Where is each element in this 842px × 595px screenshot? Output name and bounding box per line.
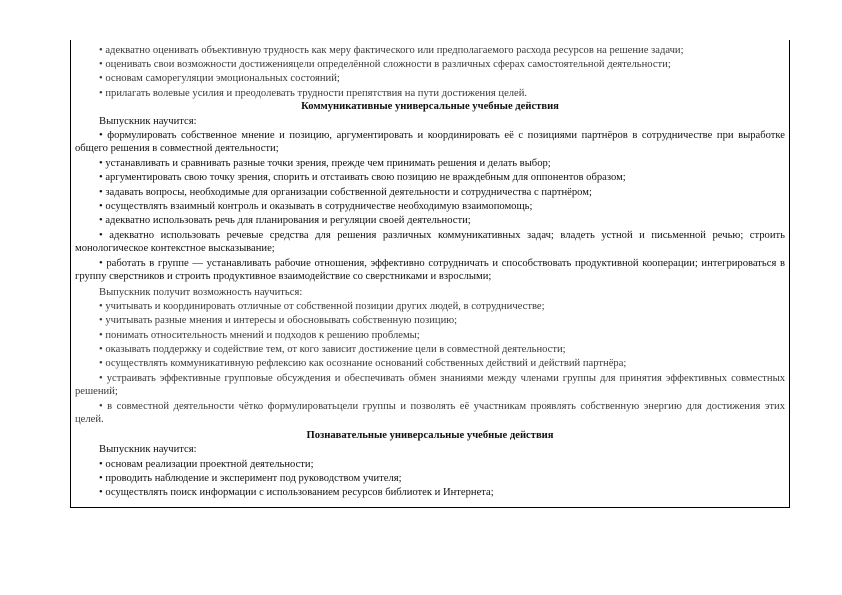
text-line: Выпускник получит возможность научиться: [99, 287, 303, 298]
text-paragraph: • адекватно использовать речевые средства для решения различных коммуникативных задач; владеть устной и письменной речью; строить монологическое контекстное высказывание; [75, 230, 785, 254]
text-line: Выпускник научится: [99, 444, 197, 455]
text-paragraph: • работать в группе — устанавливать рабочие отношения, эффективно сотрудничать и способствовать продуктивной кооперации; интегрироваться в группу сверстников и строить продуктивное взаимодействие со сверстниками и взрослыми; [75, 258, 785, 282]
text-line: • задавать вопросы, необходимые для организации собственной деятельности и сотрудничества с партнёром; [99, 187, 592, 198]
text-line: • адекватно оценивать объективную трудность как меру фактического или предполагаемого расхода ресурсов на решение задачи; [99, 45, 684, 56]
text-line: • прилагать волевые усилия и преодолевать трудности препятствия на пути достижения целей. [99, 88, 528, 99]
text-paragraph: • формулировать собственное мнение и позицию, аргументировать и координировать её с позициями партнёров в сотрудничестве при выработке общего решения в совместной деятельности; [75, 130, 785, 154]
text-line: • оказывать поддержку и содействие тем, от кого зависит достижение цели в совместной деятельности; [99, 344, 566, 355]
text-paragraph: • в совместной деятельности чётко формулироватьцели группы и позволять её участникам проявлять собственную энергию для достижения этих целей. [75, 401, 785, 425]
text-line: • основам реализации проектной деятельности; [99, 459, 314, 470]
text-line: • осуществлять коммуникативную рефлексию как осознание оснований собственных действий и действий партнёра; [99, 358, 627, 369]
text-line: • проводить наблюдение и эксперимент под руководством учителя; [99, 473, 402, 484]
section-heading: Коммуникативные универсальные учебные действия [301, 101, 559, 112]
text-line: • учитывать и координировать отличные от собственной позиции других людей, в сотрудничестве; [99, 301, 545, 312]
text-line: • осуществлять взаимный контроль и оказывать в сотрудничестве необходимую взаимопомощь; [99, 201, 533, 212]
text-line: • осуществлять поиск информации с использованием ресурсов библиотек и Интернета; [99, 487, 494, 498]
text-line: • адекватно использовать речь для планирования и регуляции своей деятельности; [99, 215, 471, 226]
text-line: Выпускник научится: [99, 116, 197, 127]
text-line: • учитывать разные мнения и интересы и обосновывать собственную позицию; [99, 315, 458, 326]
text-line: • оценивать свои возможности достиженияцели определённой сложности в различных сферах самостоятельной деятельности; [99, 59, 671, 70]
section-heading: Познавательные универсальные учебные действия [306, 430, 554, 441]
text-line: • устанавливать и сравнивать разные точки зрения, прежде чем принимать решения и делать выбор; [99, 158, 551, 169]
text-line: • основам саморегуляции эмоциональных состояний; [99, 73, 340, 84]
text-line: • понимать относительность мнений и подходов к решению проблемы; [99, 330, 420, 341]
text-line: • аргументировать свою точку зрения, спорить и отстаивать свою позицию не враждебным для оппонентов образом; [99, 172, 626, 183]
text-paragraph: • устраивать эффективные групповые обсуждения и обеспечивать обмен знаниями между членами группы для принятия эффективных совместных решений; [75, 373, 785, 397]
